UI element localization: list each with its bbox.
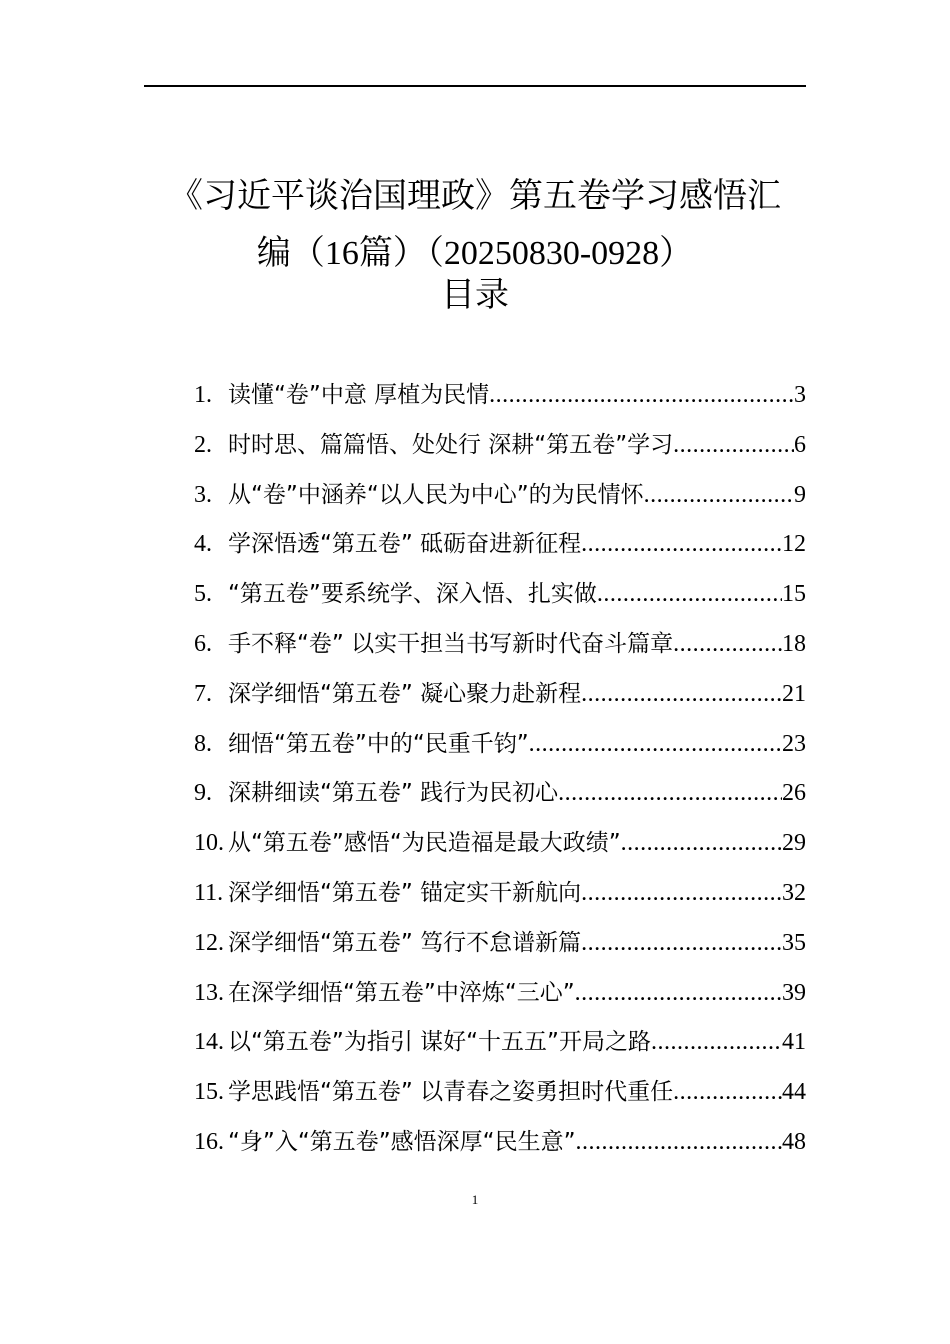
toc-entry[interactable]	[194, 769, 806, 819]
toc-entry-title: 深学细悟“第五卷” 凝心聚力赴新程	[228, 680, 582, 707]
toc-entry-number: 4.	[194, 531, 212, 558]
toc-entry-page: 3	[794, 382, 806, 408]
toc-entry-title: “身”入“第五卷”感悟深厚“民生意”	[228, 1128, 576, 1155]
toc-entry-title: 以“第五卷”为指引 谋好“十五五”开局之路	[228, 1029, 651, 1056]
toc-entry-page: 44	[782, 1079, 806, 1106]
header-rule	[144, 85, 806, 87]
toc-entry-title: 细悟“第五卷”中的“民重千钧”	[228, 730, 529, 757]
toc-entry-number: 15.	[194, 1079, 224, 1106]
toc-entry-number: 14.	[194, 1029, 224, 1056]
toc-entry-number: 7.	[194, 680, 212, 707]
toc-dot-leader	[673, 620, 782, 670]
toc-entry-title: 时时思、篇篇悟、处处行 深耕“第五卷”学习	[228, 431, 674, 458]
table-of-contents	[194, 371, 806, 1168]
toc-dot-leader	[489, 371, 794, 421]
toc-entry[interactable]	[194, 670, 806, 720]
toc-entry-title: 在深学细悟“第五卷”中淬炼“三心”	[228, 979, 575, 1006]
toc-entry-title: 手不释“卷” 以实干担当书写新时代奋斗篇章	[228, 630, 674, 657]
toc-entry-number: 6.	[194, 630, 212, 657]
toc-entry-number: 9.	[194, 780, 212, 807]
toc-heading: 目录	[441, 275, 509, 315]
toc-entry-page: 32	[782, 879, 806, 906]
toc-entry-title: 从“卷”中涵养“以人民为中心”的为民情怀	[228, 481, 644, 508]
toc-entry-page: 39	[782, 979, 806, 1006]
toc-dot-leader	[621, 819, 782, 869]
toc-entry-number: 13.	[194, 979, 224, 1006]
toc-entry-number: 3.	[194, 481, 212, 508]
toc-dot-leader	[558, 769, 782, 819]
toc-entry-number: 12.	[194, 929, 224, 956]
toc-entry[interactable]	[194, 1018, 806, 1068]
toc-entry-page: 9	[794, 481, 806, 508]
toc-entry[interactable]	[194, 1068, 806, 1118]
toc-entry-page: 12	[782, 531, 806, 558]
toc-entry[interactable]	[194, 919, 806, 969]
toc-entry-page: 48	[782, 1128, 806, 1155]
document-title	[144, 168, 806, 282]
toc-dot-leader	[581, 670, 782, 720]
toc-entry-title: 深耕细读“第五卷” 践行为民初心	[228, 780, 559, 807]
toc-entry-number: 8.	[194, 730, 212, 757]
toc-entry[interactable]	[194, 620, 806, 670]
toc-entry[interactable]	[194, 869, 806, 919]
toc-entry-page: 6	[794, 431, 806, 458]
toc-dot-leader	[673, 1068, 782, 1118]
toc-entry[interactable]	[194, 471, 806, 521]
toc-entry-title: 学深悟透“第五卷” 砥砺奋进新征程	[228, 531, 582, 558]
toc-entry-number: 16.	[194, 1128, 224, 1155]
toc-dot-leader	[575, 969, 782, 1019]
toc-entry-page: 41	[782, 1029, 806, 1056]
toc-entry-title: 读懂“卷”中意 厚植为民情	[228, 382, 490, 408]
toc-entry-title: “第五卷”要系统学、深入悟、扎实做	[228, 581, 597, 608]
toc-entry[interactable]	[194, 1118, 806, 1168]
toc-entry-page: 21	[782, 680, 806, 707]
toc-dot-leader	[581, 520, 782, 570]
toc-entry-number: 2.	[194, 431, 212, 458]
toc-dot-leader	[651, 1018, 782, 1068]
toc-entry-title: 从“第五卷”感悟“为民造福是最大政绩”	[228, 830, 621, 857]
toc-entry[interactable]	[194, 520, 806, 570]
toc-entry[interactable]	[194, 720, 806, 770]
toc-entry-number: 1.	[194, 382, 212, 408]
toc-entry-title: 学思践悟“第五卷” 以青春之姿勇担时代重任	[228, 1079, 674, 1106]
toc-entry[interactable]	[194, 371, 806, 421]
toc-entry-number: 11.	[194, 879, 224, 906]
toc-entry-page: 26	[782, 780, 806, 807]
toc-entry-page: 35	[782, 929, 806, 956]
toc-entry-page: 23	[782, 730, 806, 757]
toc-dot-leader	[581, 869, 782, 919]
toc-entry[interactable]	[194, 819, 806, 869]
toc-entry-title: 深学细悟“第五卷” 锚定实干新航向	[228, 879, 582, 906]
page-number: 1	[471, 1192, 479, 1207]
toc-entry-page: 18	[782, 630, 806, 657]
toc-entry[interactable]	[194, 969, 806, 1019]
toc-entry[interactable]	[194, 570, 806, 620]
toc-entry-page: 29	[782, 830, 806, 857]
toc-dot-leader	[529, 720, 782, 770]
document-title-line2: 编（16篇）（20250830-0928）	[256, 235, 694, 272]
toc-entry-page: 15	[782, 581, 806, 608]
toc-dot-leader	[644, 471, 794, 521]
toc-entry-title: 深学细悟“第五卷” 笃行不怠谱新篇	[228, 929, 582, 956]
toc-dot-leader	[673, 421, 794, 471]
document-title-line1: 《习近平谈治国理政》第五卷学习感悟汇	[169, 176, 781, 216]
toc-entry[interactable]	[194, 421, 806, 471]
toc-entry-number: 10.	[194, 830, 224, 857]
toc-dot-leader	[597, 570, 782, 620]
toc-dot-leader	[576, 1118, 783, 1168]
toc-entry-number: 5.	[194, 581, 212, 608]
toc-dot-leader	[581, 919, 782, 969]
